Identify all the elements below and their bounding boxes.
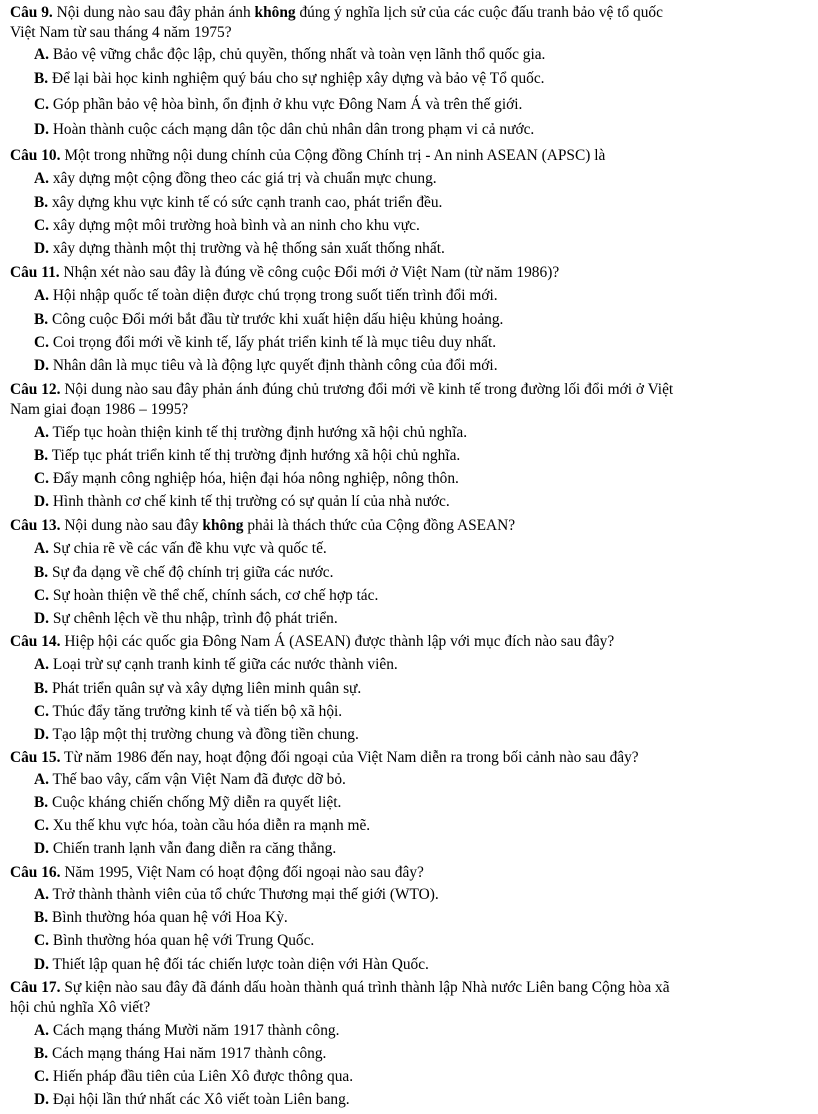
answer-option-c: C. Sự hoàn thiện về thể chế, chính sách, cơ chế hợp tác. (34, 587, 379, 604)
answer-option-c: C. Bình thường hóa quan hệ với Trung Quốc. (34, 932, 315, 949)
answer-option-a: A. Bảo vệ vững chắc độc lập, chủ quyền, thống nhất và toàn vẹn lãnh thổ quốc gia. (34, 46, 546, 63)
question-stem: Câu 9. Nội dung nào sau đây phản ánh không đúng ý nghĩa lịch sử của các cuộc đấu tranh bảo vệ tổ quốc (10, 4, 663, 21)
answer-option-d: D. Chiến tranh lạnh vẫn đang diễn ra căng thẳng. (34, 840, 337, 857)
question-stem: Câu 12. Nội dung nào sau đây phản ánh đúng chủ trương đổi mới về kinh tế trong đường lối đổi mới ở Việt (10, 381, 674, 398)
question-stem: Câu 17. Sự kiện nào sau đây đã đánh dấu hoàn thành quá trình thành lập Nhà nước Liên bang Cộng hòa xã (10, 979, 670, 996)
question-stem: Câu 14. Hiệp hội các quốc gia Đông Nam Á (ASEAN) được thành lập với mục đích nào sau đây? (10, 633, 615, 650)
answer-option-d: D. Sự chênh lệch về thu nhập, trình độ phát triển. (34, 610, 338, 627)
answer-option-a: A. Tiếp tục hoàn thiện kinh tế thị trường định hướng xã hội chủ nghĩa. (34, 424, 468, 441)
answer-option-c: C. Góp phần bảo vệ hòa bình, ổn định ở khu vực Đông Nam Á và trên thế giới. (34, 96, 523, 113)
answer-option-d: D. Hoàn thành cuộc cách mạng dân tộc dân chủ nhân dân trong phạm vi cả nước. (34, 121, 535, 138)
answer-option-d: D. Nhân dân là mục tiêu và là động lực quyết định thành công của đổi mới. (34, 357, 498, 374)
answer-option-b: B. Cách mạng tháng Hai năm 1917 thành công. (34, 1045, 327, 1062)
answer-option-a: A. Trở thành thành viên của tổ chức Thương mại thế giới (WTO). (34, 886, 439, 903)
answer-option-b: B. Tiếp tục phát triển kinh tế thị trường định hướng xã hội chủ nghĩa. (34, 447, 461, 464)
answer-option-c: C. Xu thế khu vực hóa, toàn cầu hóa diễn ra mạnh mẽ. (34, 817, 371, 834)
question-number: Câu 10. (10, 147, 61, 164)
answer-option-d: D. Đại hội lần thứ nhất các Xô viết toàn Liên bang. (34, 1091, 350, 1108)
answer-option-d: D. Tạo lập một thị trường chung và đồng tiền chung. (34, 726, 359, 743)
question-stem: Câu 10. Một trong những nội dung chính của Cộng đồng Chính trị - An ninh ASEAN (APSC) là (10, 147, 606, 164)
answer-option-d: D. Thiết lập quan hệ đối tác chiến lược toàn diện với Hàn Quốc. (34, 956, 429, 973)
question-number: Câu 13. (10, 517, 61, 534)
answer-option-b: B. Phát triển quân sự và xây dựng liên minh quân sự. (34, 680, 362, 697)
question-number: Câu 16. (10, 864, 61, 881)
answer-option-a: A. Sự chia rẽ về các vấn đề khu vực và quốc tế. (34, 540, 327, 557)
answer-option-c: C. Coi trọng đổi mới về kinh tế, lấy phát triển kinh tế là mục tiêu duy nhất. (34, 334, 497, 351)
answer-option-b: B. Sự đa dạng về chế độ chính trị giữa các nước. (34, 564, 334, 581)
question-number: Câu 15. (10, 749, 61, 766)
answer-option-d: D. xây dựng thành một thị trường và hệ thống sản xuất thống nhất. (34, 240, 445, 257)
question-stem: Câu 16. Năm 1995, Việt Nam có hoạt động đối ngoại nào sau đây? (10, 864, 424, 881)
question-number: Câu 11. (10, 264, 60, 281)
question-number: Câu 12. (10, 381, 61, 398)
answer-option-a: A. Thế bao vây, cấm vận Việt Nam đã được dỡ bỏ. (34, 771, 346, 788)
emphasis-text: không (254, 4, 296, 21)
answer-option-c: C. Thúc đẩy tăng trưởng kinh tế và tiến bộ xã hội. (34, 703, 343, 720)
question-number: Câu 9. (10, 4, 53, 21)
answer-option-b: B. Bình thường hóa quan hệ với Hoa Kỳ. (34, 909, 288, 926)
question-stem-continued: Nam giai đoạn 1986 – 1995? (10, 401, 189, 418)
answer-option-a: A. Cách mạng tháng Mười năm 1917 thành công. (34, 1022, 340, 1039)
answer-option-a: A. Hội nhập quốc tế toàn diện được chú trọng trong suốt tiến trình đổi mới. (34, 287, 498, 304)
answer-option-b: B. Để lại bài học kinh nghiệm quý báu cho sự nghiệp xây dựng và bảo vệ Tổ quốc. (34, 70, 545, 87)
question-stem: Câu 15. Từ năm 1986 đến nay, hoạt động đối ngoại của Việt Nam diễn ra trong bối cảnh nào sau đây? (10, 749, 639, 766)
answer-option-d: D. Hình thành cơ chế kinh tế thị trường có sự quản lí của nhà nước. (34, 493, 450, 510)
answer-option-a: A. Loại trừ sự cạnh tranh kinh tế giữa các nước thành viên. (34, 656, 398, 673)
answer-option-a: A. xây dựng một cộng đồng theo các giá trị và chuẩn mực chung. (34, 170, 437, 187)
emphasis-text: không (202, 517, 244, 534)
answer-option-c: C. xây dựng một môi trường hoà bình và an ninh cho khu vực. (34, 217, 420, 234)
question-stem-continued: Việt Nam từ sau tháng 4 năm 1975? (10, 24, 232, 41)
question-stem-continued: hội chủ nghĩa Xô viết? (10, 999, 151, 1016)
answer-option-c: C. Đẩy mạnh công nghiệp hóa, hiện đại hóa nông nghiệp, nông thôn. (34, 470, 459, 487)
question-number: Câu 14. (10, 633, 61, 650)
answer-option-b: B. Cuộc kháng chiến chống Mỹ diễn ra quyết liệt. (34, 794, 342, 811)
answer-option-b: B. Công cuộc Đổi mới bắt đầu từ trước khi xuất hiện dấu hiệu khủng hoảng. (34, 311, 504, 328)
answer-option-b: B. xây dựng khu vực kinh tế có sức cạnh tranh cao, phát triển đều. (34, 194, 443, 211)
question-stem: Câu 11. Nhận xét nào sau đây là đúng về công cuộc Đổi mới ở Việt Nam (từ năm 1986)? (10, 264, 560, 281)
question-stem: Câu 13. Nội dung nào sau đây không phải là thách thức của Cộng đồng ASEAN? (10, 517, 516, 534)
answer-option-c: C. Hiến pháp đầu tiên của Liên Xô được thông qua. (34, 1068, 354, 1085)
question-number: Câu 17. (10, 979, 61, 996)
